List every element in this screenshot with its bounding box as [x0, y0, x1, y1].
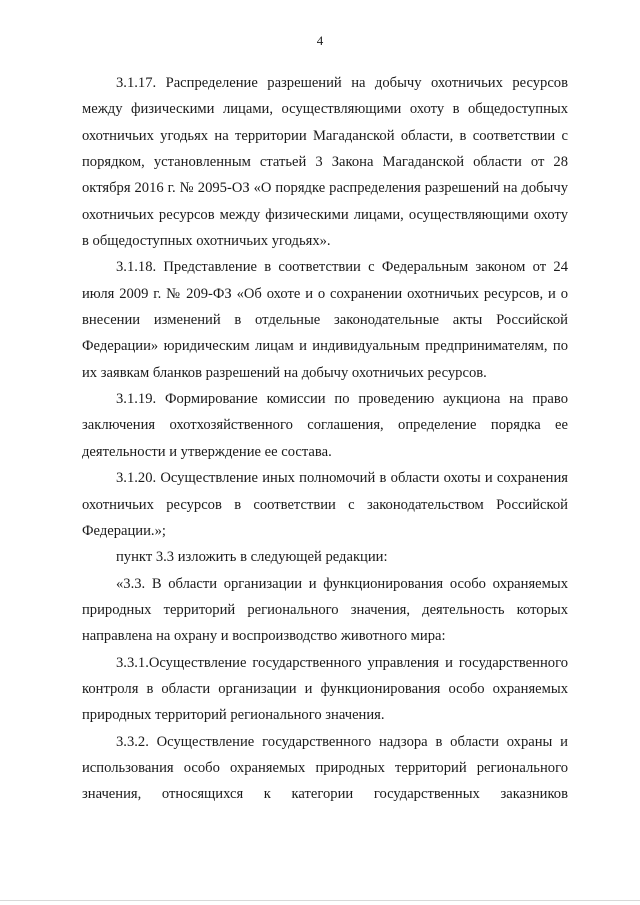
paragraph-3-1-20: 3.1.20. Осуществление иных полномочий в области охоты и сохранения охотничьих ресурсов в соответствии с законодательством Российской Федерации.»;: [82, 470, 568, 539]
paragraph-3-1-19: 3.1.19. Формирование комиссии по проведению аукциона на право заключения охотхозяйственного соглашения, определение порядка ее деятельности и утверждение ее состава.: [82, 391, 568, 460]
document-body: [82, 70, 568, 808]
paragraph-3-1-17: 3.1.17. Распределение разрешений на добычу охотничьих ресурсов между физическими лицами, осуществляющими охоту в общедоступных охотничьих угодьях на территории Магаданской области, в соответствии с порядком, установленным статьей 3 Закона Магаданской области от 28 октября 2016 г. № 2095-ОЗ «О порядке распределения разрешений на добычу охотничьих ресурсов между физическими лицами, осуществляющими охоту в общедоступных охотничьих угодьях».: [82, 75, 568, 250]
paragraph-3-1-18: 3.1.18. Представление в соответствии с Федеральным законом от 24 июля 2009 г. № 209-ФЗ «Об охоте и о сохранении охотничьих ресурсов, и о внесении изменений в отдельные законодательные акты Российской Федерации» юридическим лицам и индивидуальным предпринимателям, по их заявкам бланков разрешений на добычу охотничьих ресурсов.: [82, 259, 568, 381]
paragraph-3-3-2: 3.3.2. Осуществление государственного надзора в области охраны и использования особо охраняемых природных территорий регионального значения, относящихся к категории государственных заказников: [82, 733, 568, 803]
bottom-divider: [0, 900, 640, 901]
paragraph-amendment-intro: пункт 3.3 изложить в следующей редакции:: [116, 549, 388, 566]
page-number: 4: [316, 33, 324, 48]
paragraph-3-3: «3.3. В области организации и функционирования особо охраняемых природных территорий регионального значения, деятельность которых направлена на охрану и воспроизводство животного мира:: [82, 575, 568, 645]
paragraph-3-3-1: 3.3.1.Осуществление государственного управления и государственного контроля в области организации и функционирования особо охраняемых природных территорий регионального значения.: [82, 654, 568, 724]
